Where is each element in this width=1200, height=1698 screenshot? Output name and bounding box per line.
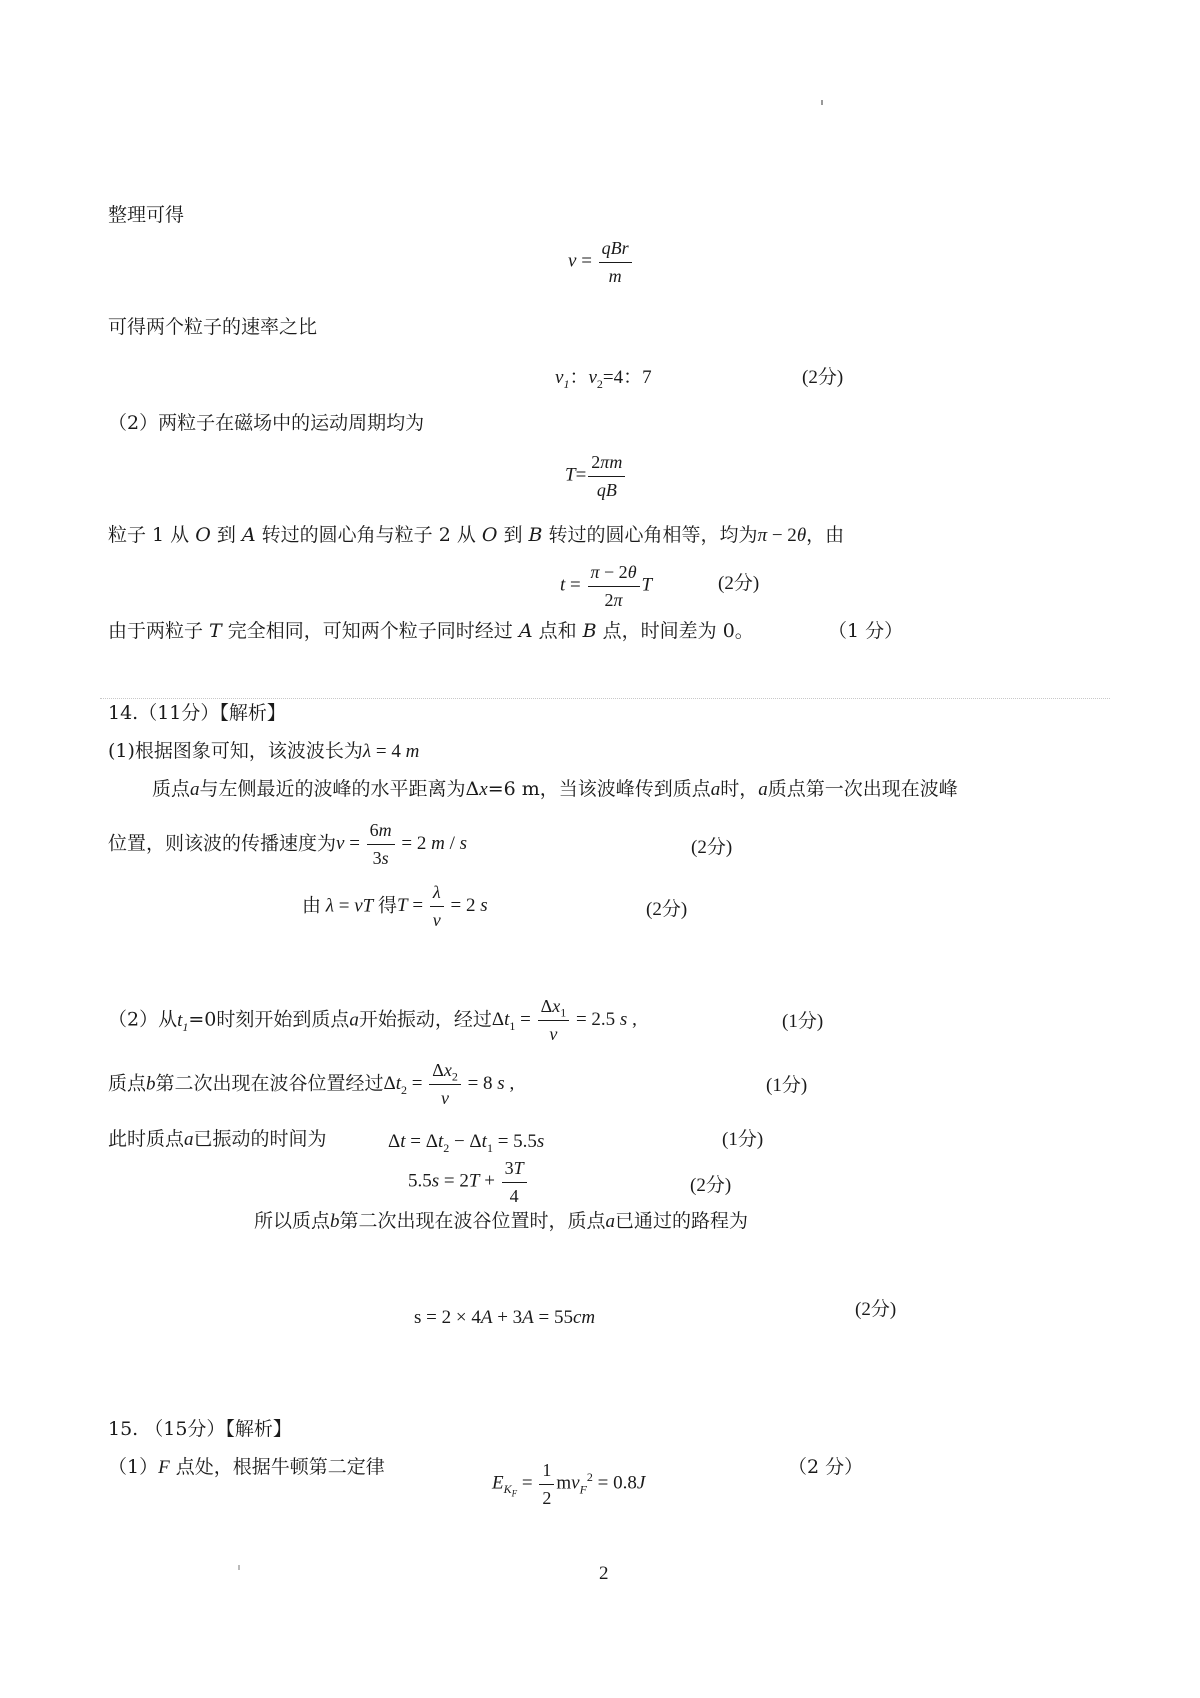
divider xyxy=(100,698,1110,699)
text-line: 此时质点a已振动的时间为 xyxy=(108,1128,327,1150)
score-label: (2分) xyxy=(802,367,844,388)
formula-dt: $\Delta t = \Delta t_2 - \Delta t_1 = 5.5s$ xyxy=(388,1131,545,1155)
formula-time: t = $\frac{\pi - 2\theta}{2\pi}$ T xyxy=(560,562,653,610)
section-title-14: 14.（11分）【解析】 xyxy=(108,702,286,724)
text-line: 质点b第二次出现在波谷位置经过$\Delta t_2$ = $\frac{\Delta x_2}{v}$ = 8 s , xyxy=(108,1060,515,1108)
score-label: （2 分） xyxy=(788,1456,864,1478)
text-line: 位置，则该波的传播速度为v = $\frac{6m}{3s}$ = 2 m / s xyxy=(108,820,468,868)
text-line: 质点a与左侧最近的波峰的水平距离为Δx=6 m，当该波峰传到质点a时，a质点第一次出现在波峰 xyxy=(152,778,958,800)
scan-mark xyxy=(238,1565,240,1570)
formula-path: s = 2 × 4A + 3A = 55cm xyxy=(414,1307,596,1328)
formula-v: v = $\frac{\text{qBr}}{m}$ xyxy=(568,238,634,286)
score-label: (2分) xyxy=(690,1175,732,1196)
text-line: （1）F 点处，根据牛顿第二定律 xyxy=(108,1456,385,1478)
text-line: 整理可得 xyxy=(108,204,185,226)
formula-ratio: $v_1$：$v_2=4$：7 xyxy=(555,367,652,391)
score-label: (2分) xyxy=(855,1299,897,1320)
text-line: 粒子 1 从 O 到 A 转过的圆心角与粒子 2 从 O 到 B 转过的圆心角相等，均为π − 2θ，由 xyxy=(108,524,845,546)
text-line: （2）两粒子在磁场中的运动周期均为 xyxy=(108,412,425,434)
score-label: (1分) xyxy=(722,1129,764,1150)
page-number: 2 xyxy=(599,1563,609,1584)
section-title-15: 15. （15分）【解析】 xyxy=(108,1418,292,1440)
text-line: 由 λ = vT 得T = $\frac{\lambda}{v}$ = 2 s xyxy=(302,882,488,930)
scan-mark xyxy=(821,100,823,105)
formula-period-sum: 5.5s = 2T + $\frac{3T}{4}$ xyxy=(408,1158,529,1206)
text-line: 可得两个粒子的速率之比 xyxy=(108,316,318,338)
formula-energy: $E_{K_F}$ = $\frac{1}{2}$ $mv_F^2 = 0.8J$ xyxy=(492,1460,646,1508)
text-line: （2）从$t_1=0$时刻开始到质点a开始振动，经过$\Delta t_1$ = $\frac{\Delta x_1}{v}$ = 2.5 s , xyxy=(108,996,637,1044)
text-line: 所以质点b第二次出现在波谷位置时，质点a已通过的路程为 xyxy=(254,1210,749,1232)
text-line: 由于两粒子 T 完全相同，可知两个粒子同时经过 A 点和 B 点，时间差为 0。 xyxy=(108,620,754,642)
score-label: (2分) xyxy=(646,899,688,920)
text-line: (1)根据图象可知，该波波长为λ = 4 m xyxy=(108,740,420,762)
score-label: (1分) xyxy=(766,1075,808,1096)
score-label: (2分) xyxy=(691,837,733,858)
score-label: （1 分） xyxy=(828,620,904,642)
formula-period: T= $\frac{2\pi m}{qB}$ xyxy=(565,452,627,500)
score-label: (1分) xyxy=(782,1011,824,1032)
score-label: (2分) xyxy=(718,573,760,594)
